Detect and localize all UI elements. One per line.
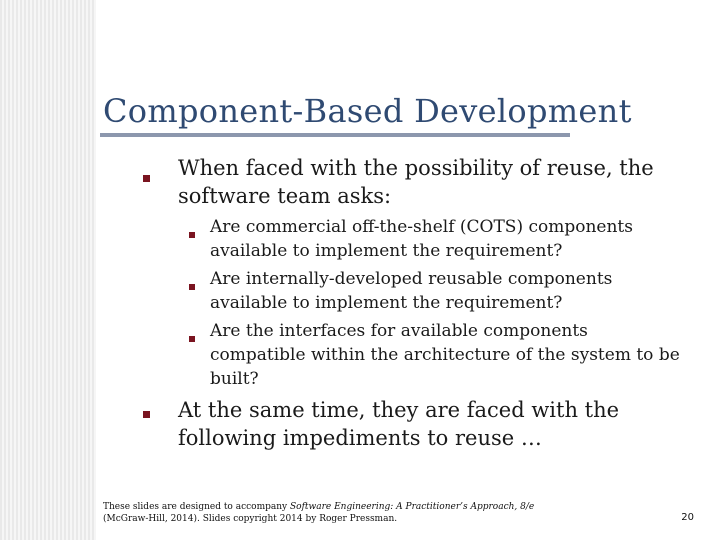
bullet-text: At the same time, they are faced with the following impediments to reuse …	[178, 398, 620, 450]
subbullet-text: Are commercial off-the-shelf (COTS) components available to implement the requirement?	[210, 217, 633, 261]
bullet-marker	[143, 411, 150, 418]
subbullet-marker	[189, 284, 195, 290]
footer-copyright-note	[103, 501, 543, 525]
footer-suffix: (McGraw-Hill, 2014). Slides copyright 2014 by Roger Pressman.	[103, 514, 398, 524]
subbullet-text: Are internally-developed reusable components available to implement the requirement?	[210, 269, 613, 313]
footer-prefix: These slides are designed to accompany	[103, 502, 290, 512]
subbullet-marker	[189, 336, 195, 342]
slide-title: Component-Based Development	[103, 92, 632, 130]
page-number: 20	[681, 512, 694, 523]
subbullet-marker	[189, 232, 195, 238]
bullet-marker	[143, 175, 150, 182]
bullet-text: When faced with the possibility of reuse, the software team asks:	[178, 156, 654, 208]
subbullet-text: Are the interfaces for available components compatible within the architecture of the system to be built?	[210, 321, 680, 389]
footer-book-title: Software Engineering: A Practitioner’s Approach, 8/e	[289, 502, 535, 512]
